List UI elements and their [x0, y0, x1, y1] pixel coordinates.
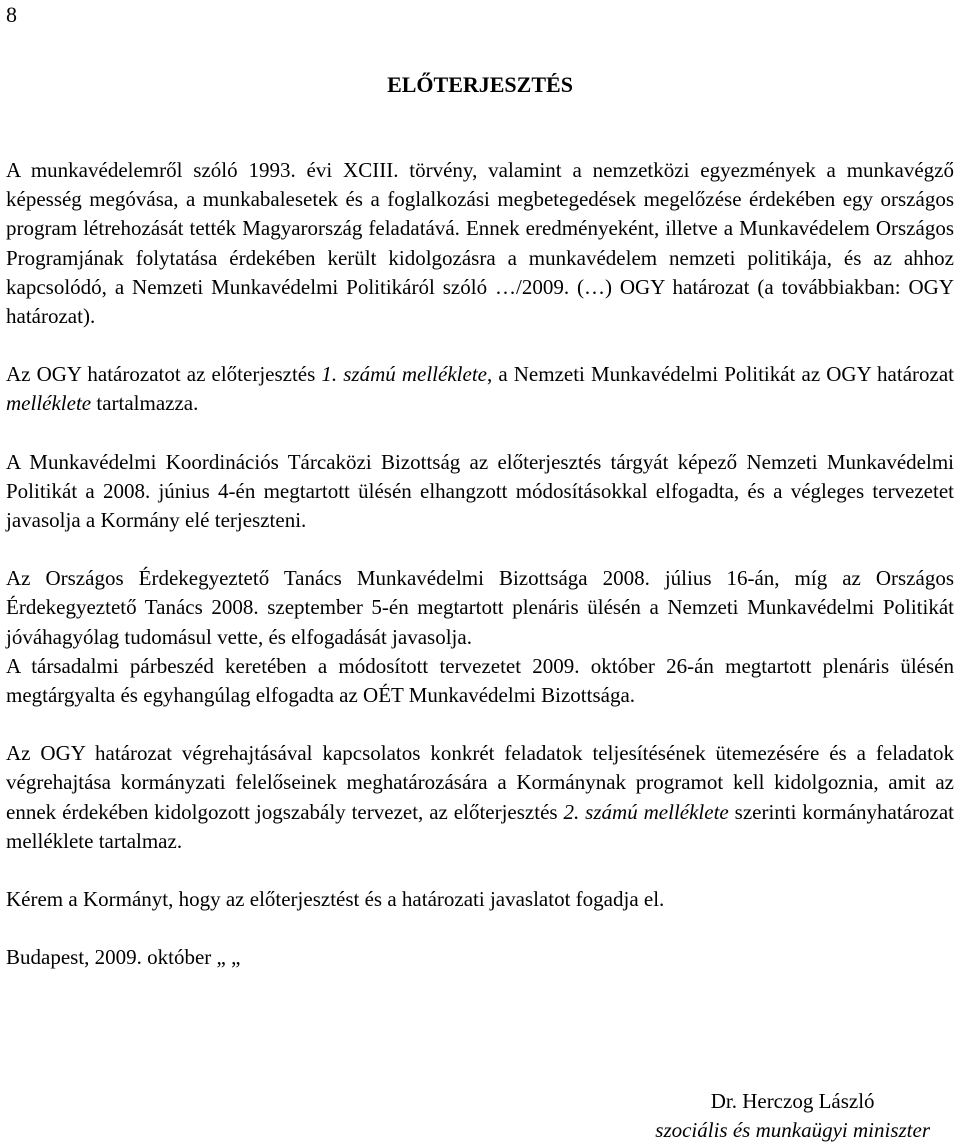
- signature-block: [655, 1087, 930, 1145]
- paragraph-oet: Az Országos Érdekegyeztető Tanács Munkavédelmi Bizottsága 2008. július 16-án, míg az Országos Érdekegyeztető Tanács 2008. szeptember 5-én megtartott plenáris ülésén a Nemzeti Munkavédelmi Politikát jóváhagyólag tudomásul vette, és elfogadását javasolja.: [6, 566, 954, 649]
- annex-text-c: , a Nemzeti Munkavédelmi Politikát az OGY határozat: [486, 362, 954, 387]
- paragraph-social-dialogue: A társadalmi párbeszéd keretében a módosított tervezetet 2009. október 26-án megtartott plenáris ülésén megtárgyalta és egyhangúlag elfogadta az OÉT Munkavédelmi Bizottsága.: [6, 653, 954, 708]
- document-body: [6, 156, 954, 972]
- annex-text-d: melléklete: [6, 391, 92, 416]
- annex-text-e: tartalmazza.: [91, 391, 199, 416]
- impl-text-a: Az OGY határozat végrehajtásával kapcsolatos konkrét feladatok teljesítésének ütemezésére és a feladatok végrehajtása kormányzati felelőseinek meghatározására a Kormánynak programot kell kidolgoznia, amit az ennek érdekében kidolgozott jogszabály tervezet, az előterjesztés: [6, 741, 954, 824]
- page-number: 8: [6, 2, 17, 27]
- document-title: ELŐTERJESZTÉS: [387, 72, 573, 97]
- annex-text-b: 1. számú melléklete: [321, 362, 487, 387]
- place-date: Budapest, 2009. október „ „: [6, 945, 241, 970]
- impl-text-b: 2. számú melléklete: [563, 799, 729, 824]
- impl-text-c: szerinti kormányhatározat melléklete tartalmaz.: [6, 799, 954, 853]
- annex-text-a: Az OGY határozatot az előterjesztés: [6, 362, 322, 387]
- paragraph-committee: A Munkavédelmi Koordinációs Tárcaközi Bizottság az előterjesztés tárgyát képező Nemzeti Munkavédelmi Politikát a 2008. június 4-én megtartott ülésén elhangzott módosításokkal elfogadta, és a végleges tervezetet javasolja a Kormány elé terjeszteni.: [6, 449, 954, 533]
- paragraph-request: Kérem a Kormányt, hogy az előterjesztést és a határozati javaslatot fogadja el.: [6, 887, 665, 912]
- paragraph-intro: A munkavédelemről szóló 1993. évi XCIII. törvény, valamint a nemzetközi egyezmények a munkavégző képesség megóvása, a munkabalesetek és a foglalkozási megbetegedések megelőzése érdekében egy országos program létrehozását tették Magyarország feladatává. Ennek eredményeként, illetve a Munkavédelem Országos Programjának folytatása érdekében került kidolgozásra a munkavédelem nemzeti politikája, és az ahhoz kapcsolódó, a Nemzeti Munkavédelmi Politikáról szóló …/2009. (…) OGY határozat (a továbbiakban: OGY határozat).: [6, 158, 954, 329]
- paragraph-annex-reference: [6, 360, 954, 418]
- signatory-name: Dr. Herczog László: [710, 1089, 875, 1113]
- paragraph-implementation: [6, 739, 954, 856]
- signatory-role: szociális és munkaügyi miniszter: [655, 1118, 930, 1142]
